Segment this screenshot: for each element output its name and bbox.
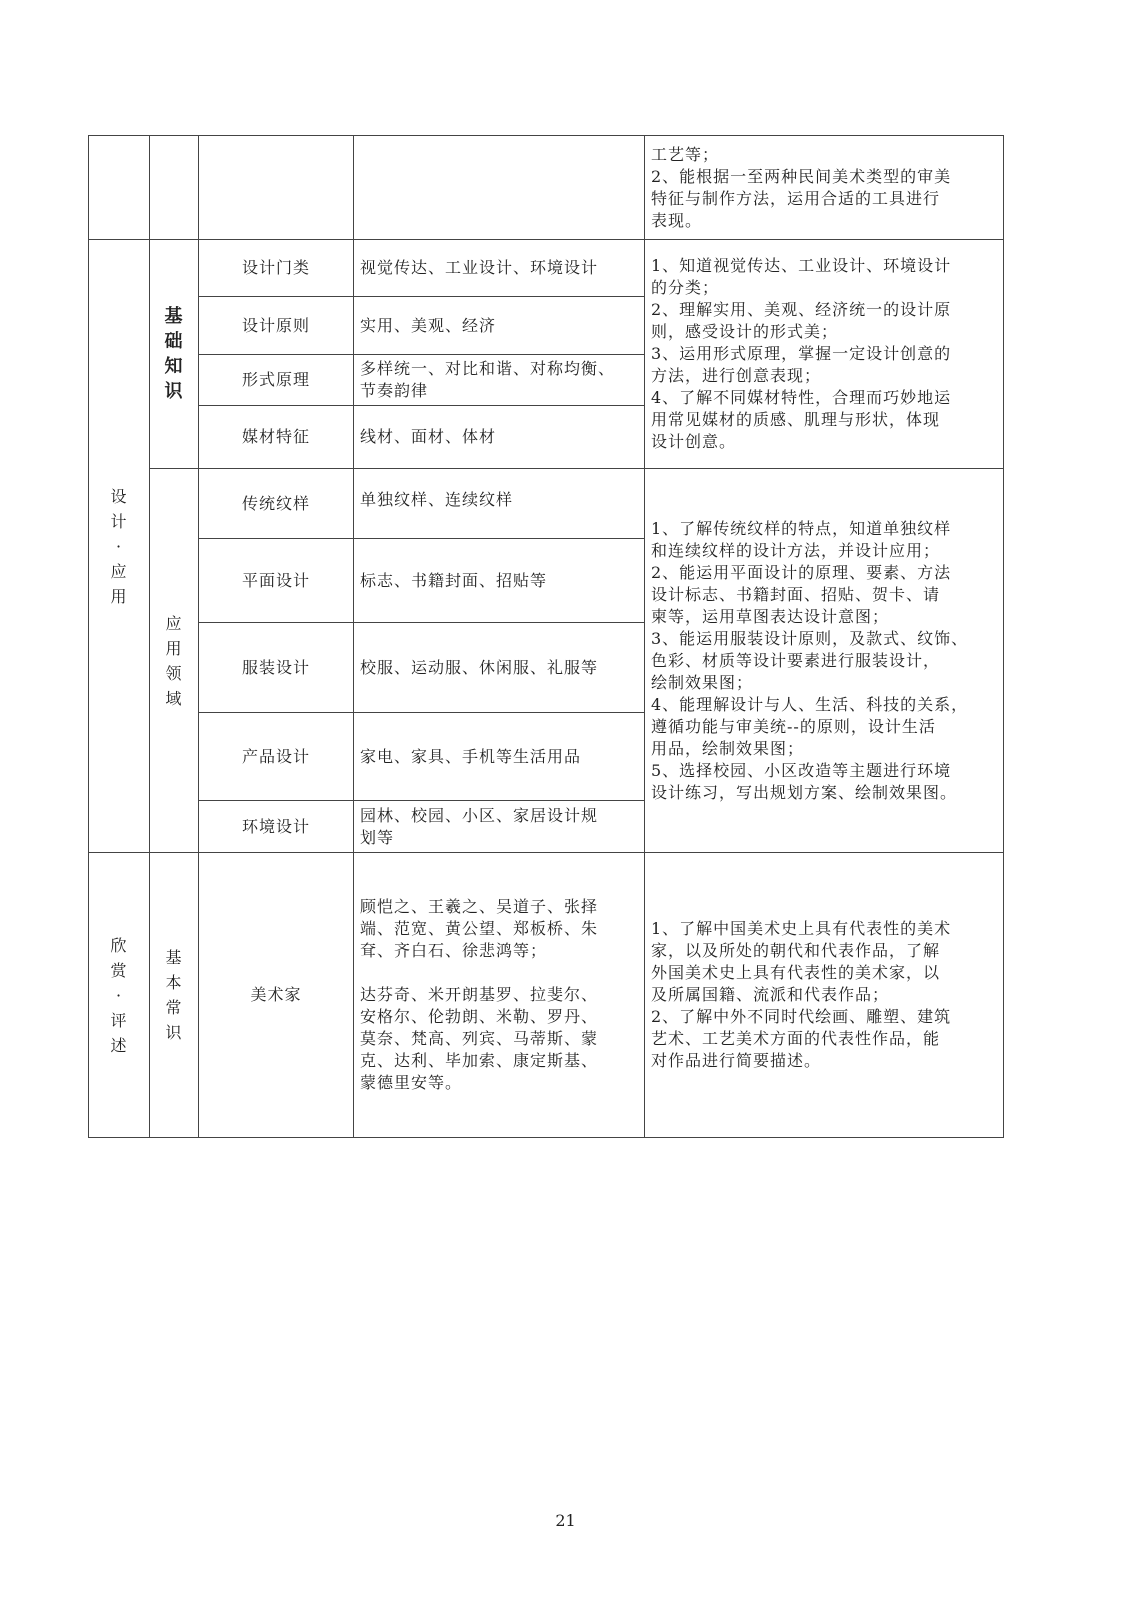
category-cell-basics [150, 240, 199, 469]
content-cell [354, 853, 645, 1138]
requirement-line: 则，感受设计的形式美； [651, 322, 839, 341]
requirement-line: 1、了解传统纹样的特点，知道单独纹样 [651, 518, 952, 538]
requirement-line: 及所属国籍、流派和代表作品； [651, 985, 890, 1004]
content-line: 划等 [360, 827, 395, 847]
content-line: 视觉传达、工业设计、环境设计 [360, 258, 599, 277]
topic-cell: 产品设计 [199, 713, 354, 801]
topic-cell: 传统纹样 [199, 469, 354, 539]
category-cell-applications [150, 469, 199, 853]
content-line: 耷、齐白石、徐悲鸿等； [360, 941, 548, 960]
table-row-continued [89, 136, 1004, 240]
topic-cell: 媒材特征 [199, 406, 354, 469]
content-cell [354, 801, 645, 853]
requirement-line: 柬等，运用草图表达设计意图； [651, 606, 890, 626]
content-line: 安格尔、伦勃朗、米勒、罗丹、 [360, 1007, 599, 1026]
content-line: 蒙德里安等。 [360, 1073, 463, 1092]
content-cell [354, 539, 645, 623]
content-cell [354, 406, 645, 469]
page-number: 21 [555, 1511, 576, 1530]
requirement-line: 1、了解中国美术史上具有代表性的美术 [651, 919, 952, 938]
continued-category-cell [150, 136, 199, 240]
domain-label: 欣赏·评述 [110, 935, 128, 1055]
requirement-line: 1、知道视觉传达、工业设计、环境设计 [651, 256, 952, 275]
requirement-line: 遵循功能与审美统--的原则，设计生活 [651, 716, 936, 736]
requirement-line: 表现。 [651, 210, 703, 230]
paragraph-gap [360, 962, 638, 984]
topic-cell: 平面设计 [199, 539, 354, 623]
topic-cell: 设计原则 [199, 297, 354, 355]
domain-cell-design [89, 240, 150, 853]
topic-cell: 美术家 [199, 853, 354, 1138]
content-line: 顾恺之、王羲之、吴道子、张择 [360, 897, 599, 916]
content-cell [354, 240, 645, 297]
content-line: 单独纹样、连续纹样 [360, 490, 514, 509]
content-line: 莫奈、梵高、列宾、马蒂斯、蒙 [360, 1029, 599, 1048]
content-line: 实用、美观、经济 [360, 315, 497, 335]
requirement-line: 绘制效果图； [651, 672, 754, 692]
requirement-line: 的分类； [651, 278, 720, 297]
content-cell [354, 355, 645, 406]
requirement-line: 3、能运用服装设计原则，及款式、纹饰、 [651, 628, 969, 648]
continued-requirements-cell [645, 136, 1004, 240]
requirement-line: 家，以及所处的朝代和代表作品，了解 [651, 941, 941, 960]
requirement-line: 4、了解不同媒材特性，合理而巧妙地运 [651, 388, 952, 407]
content-line: 节奏韵律 [360, 381, 429, 400]
requirement-line: 2、了解中外不同时代绘画、雕塑、建筑 [651, 1007, 952, 1026]
requirement-line: 2、能根据一至两种民间美术类型的审美 [651, 166, 952, 186]
topic-cell: 形式原理 [199, 355, 354, 406]
table-row [89, 853, 1004, 1138]
content-line: 多样统一、对比和谐、对称均衡、 [360, 359, 616, 378]
requirement-line: 设计创意。 [651, 432, 737, 451]
content-line: 达芬奇、米开朗基罗、拉斐尔、 [360, 985, 599, 1004]
table-row [89, 469, 1004, 539]
curriculum-table [88, 135, 1004, 1138]
requirement-line: 色彩、材质等设计要素进行服装设计， [651, 650, 941, 670]
table-row [89, 240, 1004, 297]
requirements-cell-applications [645, 469, 1004, 853]
continued-content-cell [354, 136, 645, 240]
requirement-line: 外国美术史上具有代表性的美术家，以 [651, 963, 941, 982]
requirement-line: 3、运用形式原理，掌握一定设计创意的 [651, 344, 952, 363]
requirement-line: 用常见媒材的质感、肌理与形状，体现 [651, 410, 941, 429]
requirement-line: 艺术、工艺美术方面的代表性作品，能 [651, 1029, 941, 1048]
requirement-line: 2、能运用平面设计的原理、要素、方法 [651, 562, 952, 582]
continued-domain-cell [89, 136, 150, 240]
content-cell [354, 297, 645, 355]
requirement-line: 特征与制作方法，运用合适的工具进行 [651, 188, 941, 208]
topic-cell: 环境设计 [199, 801, 354, 853]
content-line: 端、范宽、黄公望、郑板桥、朱 [360, 919, 599, 938]
topic-cell: 设计门类 [199, 240, 354, 297]
requirement-line: 和连续纹样的设计方法，并设计应用； [651, 540, 941, 560]
category-cell-common-knowledge [150, 853, 199, 1138]
requirement-line: 设计练习，写出规划方案、绘制效果图。 [651, 782, 958, 802]
requirement-line: 5、选择校园、小区改造等主题进行环境 [651, 760, 952, 780]
content-line: 园林、校园、小区、家居设计规 [360, 805, 599, 825]
content-line: 标志、书籍封面、招贴等 [360, 570, 548, 590]
domain-label: 设计·应用 [110, 486, 128, 606]
requirement-line: 设计标志、书籍封面、招贴、贺卡、请 [651, 584, 941, 604]
topic-cell: 服装设计 [199, 623, 354, 713]
content-line: 校服、运动服、休闲服、礼服等 [360, 657, 599, 677]
requirement-line: 用品，绘制效果图； [651, 738, 805, 758]
requirements-cell-appreciation [645, 853, 1004, 1138]
requirement-line: 工艺等； [651, 144, 720, 164]
requirements-cell-basics [645, 240, 1004, 469]
content-line: 家电、家具、手机等生活用品 [360, 746, 582, 766]
content-cell [354, 713, 645, 801]
category-label: 应用领域 [165, 613, 183, 708]
requirement-line: 对作品进行简要描述。 [651, 1051, 822, 1070]
domain-cell-appreciation [89, 853, 150, 1138]
requirement-line: 方法，进行创意表现； [651, 366, 822, 385]
category-label: 基本常识 [165, 948, 183, 1042]
content-line: 克、达利、毕加索、康定斯基、 [360, 1051, 599, 1070]
requirement-line: 2、理解实用、美观、经济统一的设计原 [651, 300, 952, 319]
content-cell [354, 469, 645, 539]
requirement-line: 4、能理解设计与人、生活、科技的关系， [651, 694, 969, 714]
continued-topic-cell [199, 136, 354, 240]
content-line: 线材、面材、体材 [360, 427, 497, 446]
content-cell [354, 623, 645, 713]
category-label: 基础知识 [164, 306, 184, 402]
